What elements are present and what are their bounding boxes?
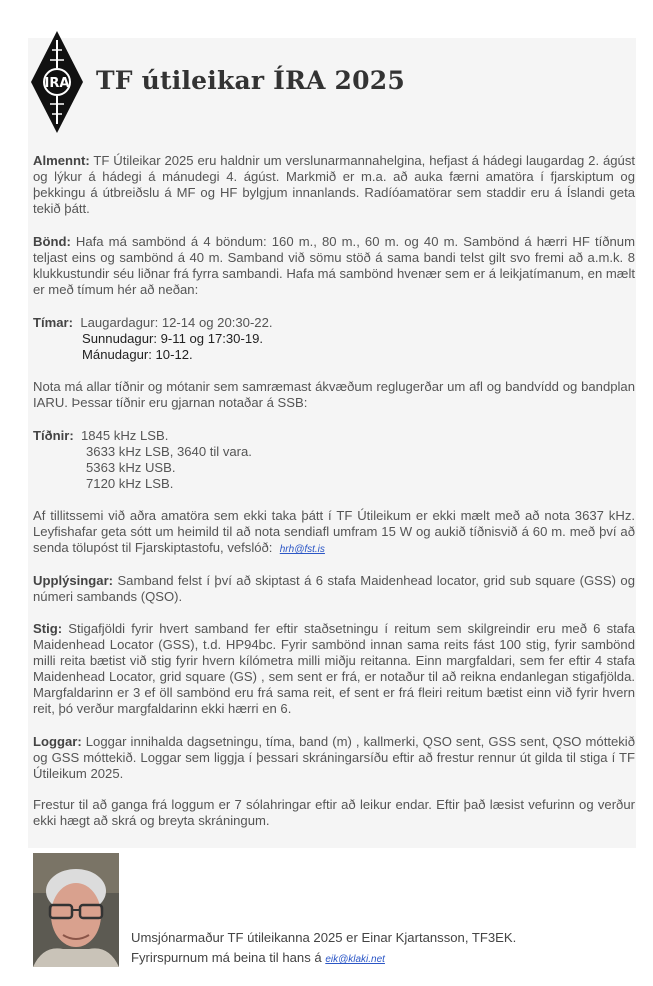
footer-text-2: Fyrirspurnum má beina til hans á (131, 950, 322, 965)
loggar-text: Loggar innihalda dagsetningu, tíma, band (m) , kallmerki, QSO sent, GSS sent, QSO móttekið og GSS móttekið. Loggar sem liggja í þessari skráningarsíðu eftir að frestur rennur út gilda til stiga í TF Útileikum 2025. (33, 734, 635, 781)
stig-label: Stig: (33, 621, 63, 636)
organizer-photo (33, 853, 119, 967)
fst-email-link[interactable]: hrh@fst.is (279, 544, 325, 555)
tidnir-line-1 (33, 428, 168, 444)
almennt-label: Almennt: (33, 153, 90, 168)
frestur-paragraph: Frestur til að ganga frá loggum er 7 sólahringar eftir að leikur endar. Eftir það læsist vefurinn og verður ekki hægt að skrá og breyta skráningum. (33, 797, 635, 828)
stig-paragraph (33, 621, 635, 717)
timar-line-3: Mánudagur: 10-12. (82, 347, 193, 362)
organizer-email-link[interactable]: eik@klaki.net (325, 954, 385, 965)
timar-line-1 (33, 315, 273, 331)
bond-text: Hafa má sambönd á 4 böndum: 160 m., 80 m., 60 m. og 40 m. Sambönd á hærri HF tíðnum teljast eins og sambönd á 40 m. Samband við sömu stöð á sama bandi telst gilt svo fremi að a.m.k. 8 klukkustundir séu liðnar frá fyrra sambandi. Hafa má sambönd hvenær sem er á leikjatímanum, en mælt er með tímum hér að neðan: (33, 234, 635, 297)
timar-text-1: Laugardagur: 12-14 og 20:30-22. (80, 315, 273, 330)
tidnir-label: Tíðnir: (33, 428, 74, 443)
nota-paragraph: Nota má allar tíðnir og mótanir sem samræmast ákvæðum reglugerðar um afl og bandvídd og bandplan IARU. Þessar tíðnir eru gjarnan notaðar á SSB: (33, 379, 635, 410)
upplysingar-label: Upplýsingar: (33, 573, 114, 588)
loggar-label: Loggar: (33, 734, 82, 749)
almennt-paragraph (33, 153, 635, 217)
ira-diamond-logo (30, 30, 84, 134)
tillit-paragraph (33, 508, 635, 558)
timar-label: Tímar: (33, 315, 74, 330)
logo-text: IRA (44, 76, 70, 91)
footer-line-1: Umsjónarmaður TF útileikanna 2025 er Einar Kjartansson, TF3EK. (131, 930, 517, 945)
upplysingar-paragraph (33, 573, 635, 605)
loggar-paragraph (33, 734, 635, 782)
bond-paragraph (33, 234, 635, 298)
tidnir-text-1: 1845 kHz LSB. (81, 428, 169, 443)
upplysingar-text: Samband felst í því að skiptast á 6 stafa Maidenhead locator, grid sub square (GSS) og númeri sambands (QSO). (33, 573, 635, 604)
footer-line-2 (131, 950, 385, 968)
tidnir-line-2: 3633 kHz LSB, 3640 til vara. (86, 444, 252, 459)
stig-text: Stigafjöldi fyrir hvert samband fer eftir staðsetningu í reitum sem skilgreindir eru með 6 stafa Maidenhead Locator (GSS), t.d. HP94bc. Fyrir sambönd innan sama reits fást 100 stig, fyrir sambönd milli reita bætist við stig fyrir hvern kílómetra milli miðju reitanna. Einn margfaldari, sem fer eftir 4 stafa Maidenhead Locator, grid square (GS) , sem sent er frá, er notaður til að reikna endanlegan stigafjölda. Margfaldarinn er 3 ef öll sambönd eru frá sama reit, ef sent er frá fleiri reitum bætist einn við fyrir hvern reit, þó verður margfaldarinn ekki hærri en 6. (33, 621, 636, 716)
bond-label: Bönd: (33, 234, 71, 249)
tillit-text: Af tillitssemi við aðra amatöra sem ekki taka þátt í TF Útileikum er ekki mælt með að nota 3637 kHz. Leyfishafar geta sótt um heimild til að nota sendiafl umfram 15 W og aukið tíðnisvið á 60 m. með því að senda tölupóst til Fjarskiptastofu, vefslóð: (33, 508, 635, 555)
page-title: TF útileikar ÍRA 2025 (96, 66, 405, 95)
tidnir-line-4: 7120 kHz LSB. (86, 476, 174, 491)
timar-line-2: Sunnudagur: 9-11 og 17:30-19. (82, 331, 264, 346)
almennt-text: TF Útileikar 2025 eru haldnir um verslunarmannahelgina, hefjast á hádegi laugardag 2. ágúst og lýkur á hádegi á mánudegi 4. ágúst. Markmið er m.a. að auka færni amatöra í fjarskiptum og þekkingu á útbreiðslu á MF og HF bylgjum innanlands. Radíóamatörar sem staddir eru á Íslandi geta tekið þátt. (33, 153, 635, 216)
tidnir-line-3: 5363 kHz USB. (86, 460, 176, 475)
